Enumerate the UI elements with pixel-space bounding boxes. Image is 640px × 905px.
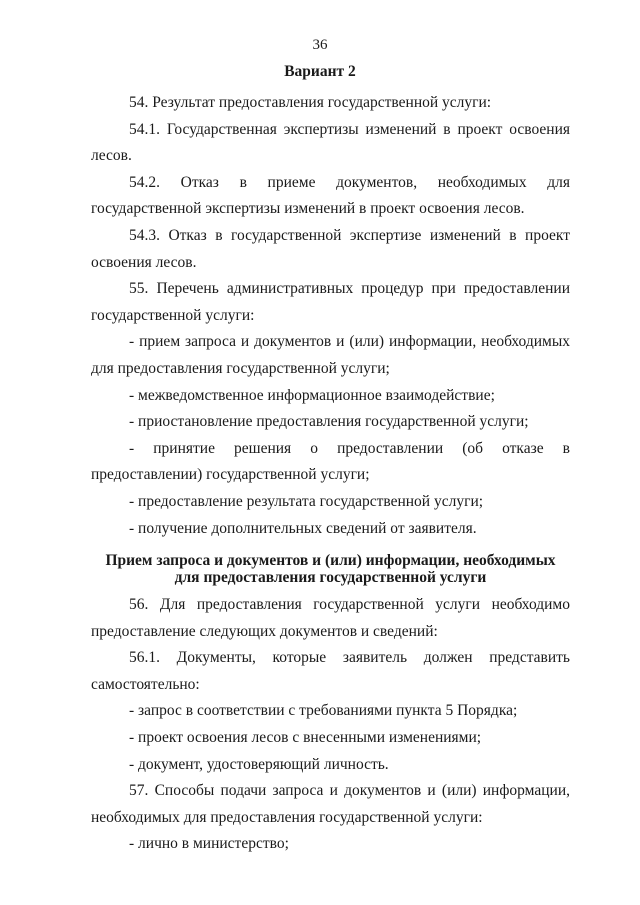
variant-title: Вариант 2 bbox=[284, 63, 356, 80]
list-item-result-delivery: - предоставление результата государственной услуги; bbox=[129, 492, 484, 510]
list-item-identity-document: - документ, удостоверяющий личность. bbox=[129, 755, 389, 773]
section-heading-line-1: Прием запроса и документов и (или) информации, необходимых bbox=[105, 552, 556, 570]
list-item-request: - запрос в соответствии с требованиями пункта 5 Порядка; bbox=[129, 702, 518, 720]
document-body bbox=[91, 90, 570, 858]
paragraph-57: 57. Способы подачи запроса и документов и (или) информации, необходимых для предоставления государственной услуги: bbox=[91, 782, 570, 826]
section-heading-line-2: для предоставления государственной услуги bbox=[174, 569, 487, 587]
paragraph-54-1: 54.1. Государственная экспертизы изменений в проект освоения лесов. bbox=[91, 120, 570, 165]
section-heading bbox=[91, 552, 570, 586]
paragraph-54-2: 54.2. Отказ в приеме документов, необходимых для государственной экспертизы изменений в проект освоения лесов. bbox=[91, 173, 570, 218]
list-item-decision: - принятие решения о предоставлении (об отказе в предоставлении) государственной услуги; bbox=[91, 439, 570, 484]
paragraph-54-3: 54.3. Отказ в государственной экспертизе изменений в проект освоения лесов. bbox=[91, 226, 570, 271]
list-item-request-intake: - прием запроса и документов и (или) информации, необходимых для предоставления государственной услуги; bbox=[91, 333, 570, 377]
page-number: 36 bbox=[312, 37, 328, 53]
list-item-forest-project: - проект освоения лесов с внесенными изменениями; bbox=[129, 729, 482, 747]
paragraph-55: 55. Перечень административных процедур при предоставлении государственной услуги: bbox=[91, 280, 570, 324]
paragraph-56: 56. Для предоставления государственной услуги необходимо предоставление следующих документов и сведений: bbox=[91, 596, 570, 640]
list-item-additional-info: - получение дополнительных сведений от заявителя. bbox=[129, 519, 477, 537]
paragraph-56-1: 56.1. Документы, которые заявитель должен представить самостоятельно: bbox=[91, 649, 570, 693]
list-item-in-person: - лично в министерство; bbox=[129, 835, 289, 853]
list-item-suspension: - приостановление предоставления государственной услуги; bbox=[129, 413, 529, 431]
paragraph-54: 54. Результат предоставления государственной услуги: bbox=[129, 94, 492, 111]
list-item-interagency-interaction: - межведомственное информационное взаимодействие; bbox=[129, 386, 495, 404]
